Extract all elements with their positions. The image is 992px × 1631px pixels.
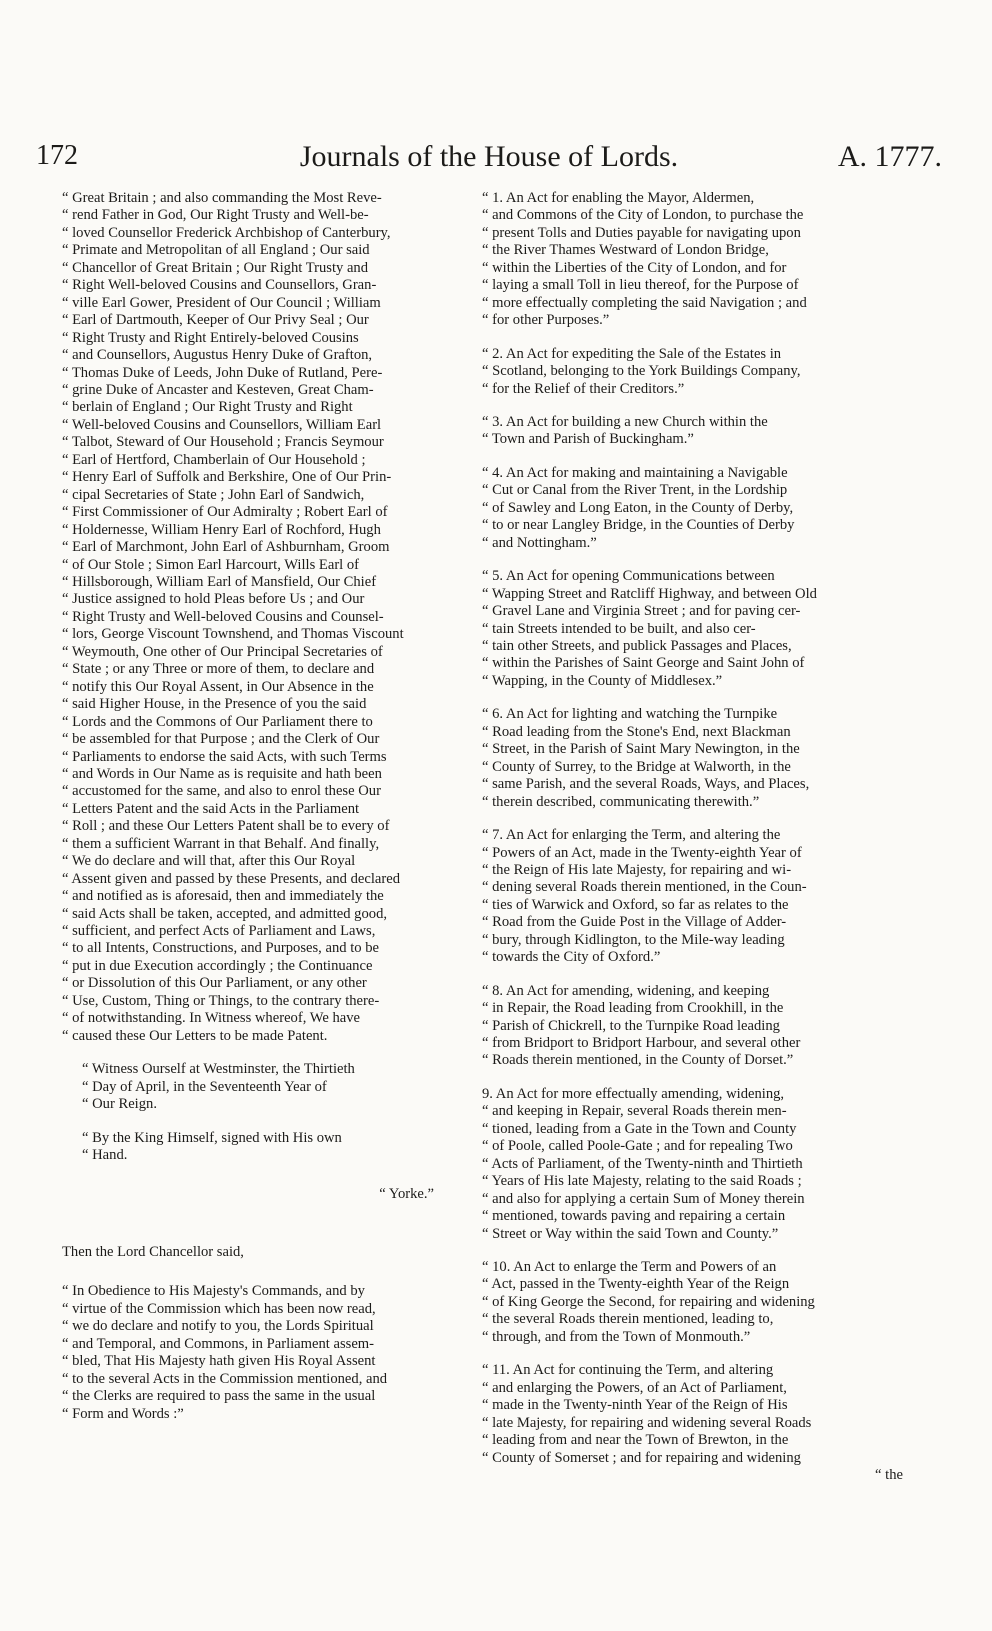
by-the-king-clause: “ By the King Himself, signed with His own “ Hand. xyxy=(82,1129,342,1164)
page-header xyxy=(36,140,942,184)
right-column xyxy=(482,190,907,1484)
left-column xyxy=(62,190,482,1439)
act-item: “ 6. An Act for lighting and watching the Turnpike “ Road leading from the Stone's End, next Blackman “ Street, in the Parish of Saint Mary Newington, in the “ County of Surrey, to the Bridge at Walworth, in the “ same Parish, and the several Roads, Ways, and Places, “ therein described, communicating therewith.” xyxy=(482,706,810,810)
chancellor-speech: “ In Obedience to His Majesty's Commands, and by “ virtue of the Commission which has been now read, “ we do declare and notify to you, the Lords Spiritual “ and Temporal, and Commons, in Parliament assem- “ bled, That His Majesty hath given His Royal Assent “ to the several Acts in the Commission mentioned, and “ the Clerks are required to pass the same in the usual “ Form and Words :” xyxy=(62,1283,388,1422)
act-item: “ 8. An Act for amending, widening, and keeping “ in Repair, the Road leading from Crookhill, in the “ Parish of Chickrell, to the Turnpike Road leading “ from Bridport to Bridport Harbour, and several other “ Roads therein mentioned, in the County of Dorset.” xyxy=(482,982,801,1069)
act-item: 9. An Act for more effectually amending, widening, “ and keeping in Repair, several Roads therein men- “ tioned, leading from a Gate in the Town and County “ of Poole, called Poole-Gate ; and for repealing Two “ Acts of Parliament, of the Twenty-ninth and Thirtieth “ Years of His late Majesty, relating to the said Roads ; “ and also for applying a certain Sum of Money therein “ mentioned, towards paving and repairing a certain “ Street or Way within the said Town and County.” xyxy=(482,1085,805,1242)
act-item: “ 11. An Act for continuing the Term, and altering “ and enlarging the Powers, of an Act of Parliament, “ made in the Twenty-ninth Year of the Reign of His “ late Majesty, for repairing and widening several Roads “ leading from and near the Town of Brewton, in the “ County of Somerset ; and for repairing and widening xyxy=(482,1362,812,1466)
act-item: “ 5. An Act for opening Communications between “ Wapping Street and Ratcliff Highway, and between Old “ Gravel Lane and Virginia Street ; and for paving cer- “ tain Streets intended to be built, and also cer- “ tain other Streets, and publick Passages and Places, “ within the Parishes of Saint George and Saint John of “ Wapping, in the County of Middlesex.” xyxy=(482,568,817,689)
act-item: “ 2. An Act for expediting the Sale of the Estates in “ Scotland, belonging to the York Buildings Company, “ for the Relief of their Creditors.” xyxy=(482,345,801,397)
act-item: “ 1. An Act for enabling the Mayor, Aldermen, “ and Commons of the City of London, to purchase the “ present Tolls and Duties payable for navigating upon “ the River Thames Westward of London Bridge, “ within the Liberties of the City of London, and for “ laying a small Toll in lieu thereof, for the Purpose of “ more effectually completing the said Navigation ; and “ for other Purposes.” xyxy=(482,190,807,329)
chancellor-intro: Then the Lord Chancellor said, xyxy=(62,1243,244,1260)
act-item: “ 3. An Act for building a new Church within the “ Town and Parish of Buckingham.” xyxy=(482,413,768,448)
running-title: Journals of the House of Lords. xyxy=(299,140,679,173)
catchword: “ the xyxy=(875,1467,903,1483)
witness-clause: “ Witness Ourself at Westminster, the Thirtieth “ Day of April, in the Seventeenth Year of “ Our Reign. xyxy=(82,1061,355,1113)
act-item: “ 7. An Act for enlarging the Term, and altering the “ Powers of an Act, made in the Twenty-eighth Year of “ the Reign of His late Majesty, for repairing and wi- “ dening several Roads therein mentioned, in the Coun- “ ties of Warwick and Oxford, so far as relates to the “ Road from the Guide Post in the Village of Adder- “ bury, through Kidlington, to the Mile-way leading “ towards the City of Oxford.” xyxy=(482,827,807,966)
act-item: “ 10. An Act to enlarge the Term and Powers of an “ Act, passed in the Twenty-eighth Year of the Reign “ of King George the Second, for repairing and widening “ the several Roads therein mentioned, leading to, “ through, and from the Town of Monmouth.” xyxy=(482,1259,815,1345)
page-number: 172 xyxy=(36,140,78,171)
year-heading: A. 1777. xyxy=(837,140,942,173)
act-item: “ 4. An Act for making and maintaining a Navigable “ Cut or Canal from the River Trent, in the Lordship “ of Sawley and Long Eaton, in the County of Derby, “ to or near Langley Bridge, in the Counties of Derby “ and Nottingham.” xyxy=(482,464,795,551)
signature: “ Yorke.” xyxy=(379,1186,434,1203)
commission-text: “ Great Britain ; and also commanding the Most Reve- “ rend Father in God, Our Right Trusty and Well-be- “ loved Counsellor Frederick Archbishop of Canterbury, “ Primate and Metropolitan of all England ; Our said “ Chancellor of Great Britain ; Our Right Trusty and “ Right Well-beloved Cousins and Counsellors, Gran- “ ville Earl Gower, President of Our Council ; William “ Earl of Dartmouth, Keeper of Our Privy Seal ; Our “ Right Trusty and Right Entirely-beloved Cousins “ and Counsellors, Augustus Henry Duke of Grafton, “ Thomas Duke of Leeds, John Duke of Rutland, Pere- “ grine Duke of Ancaster and Kesteven, Great Cham- “ berlain of England ; Our Right Trusty and Right “ Well-beloved Cousins and Counsellors, William Earl “ Talbot, Steward of Our Household ; Francis Seymour “ Earl of Hertford, Chamberlain of Our Household ; “ Henry Earl of Suffolk and Berkshire, One of Our Prin- “ cipal Secretaries of State ; John Earl of Sandwich, “ First Commissioner of Our Admiralty ; Robert Earl of “ Holdernesse, William Henry Earl of Rochford, Hugh “ Earl of Marchmont, John Earl of Ashburnham, Groom “ of Our Stole ; Simon Earl Harcourt, Wills Earl of “ Hillsborough, William Earl of Mansfield, Our Chief “ Justice assigned to hold Pleas before Us ; and Our “ Right Trusty and Well-beloved Cousins and Counsel- “ lors, George Viscount Townshend, and Thomas Viscount “ Weymouth, One other of Our Principal Secretaries of “ State ; or any Three or more of them, to declare and “ notify this Our Royal Assent, in Our Absence in the “ said Higher House, in the Presence of you the said “ Lords and the Commons of Our Parliament there to “ be assembled for that Purpose ; and the Clerk of Our “ Parliaments to endorse the said Acts, with such Terms “ and Words in Our Name as is requisite and hath been “ accustomed for the same, and also to enrol these Our “ Letters Patent and the said Acts in the Parliament “ Roll ; and these Our Letters Patent shall be to every of “ them a sufficient Warrant in that Behalf. And finally, “ We do declare and will that, after this Our Royal “ Assent given and passed by these Presents, and declared “ and notified as is aforesaid, then and immediately the “ said Acts shall be taken, accepted, and admitted good, “ sufficient, and perfect Acts of Parliament and Laws, “ to all Intents, Constructions, and Purposes, and to be “ put in due Execution accordingly ; the Continuance “ or Dissolution of this Our Parliament, or any other “ Use, Custom, Thing or Things, to the contrary there- “ of notwithstanding. In Witness whereof, We have “ caused these Our Letters to be made Patent. xyxy=(62,190,404,1044)
